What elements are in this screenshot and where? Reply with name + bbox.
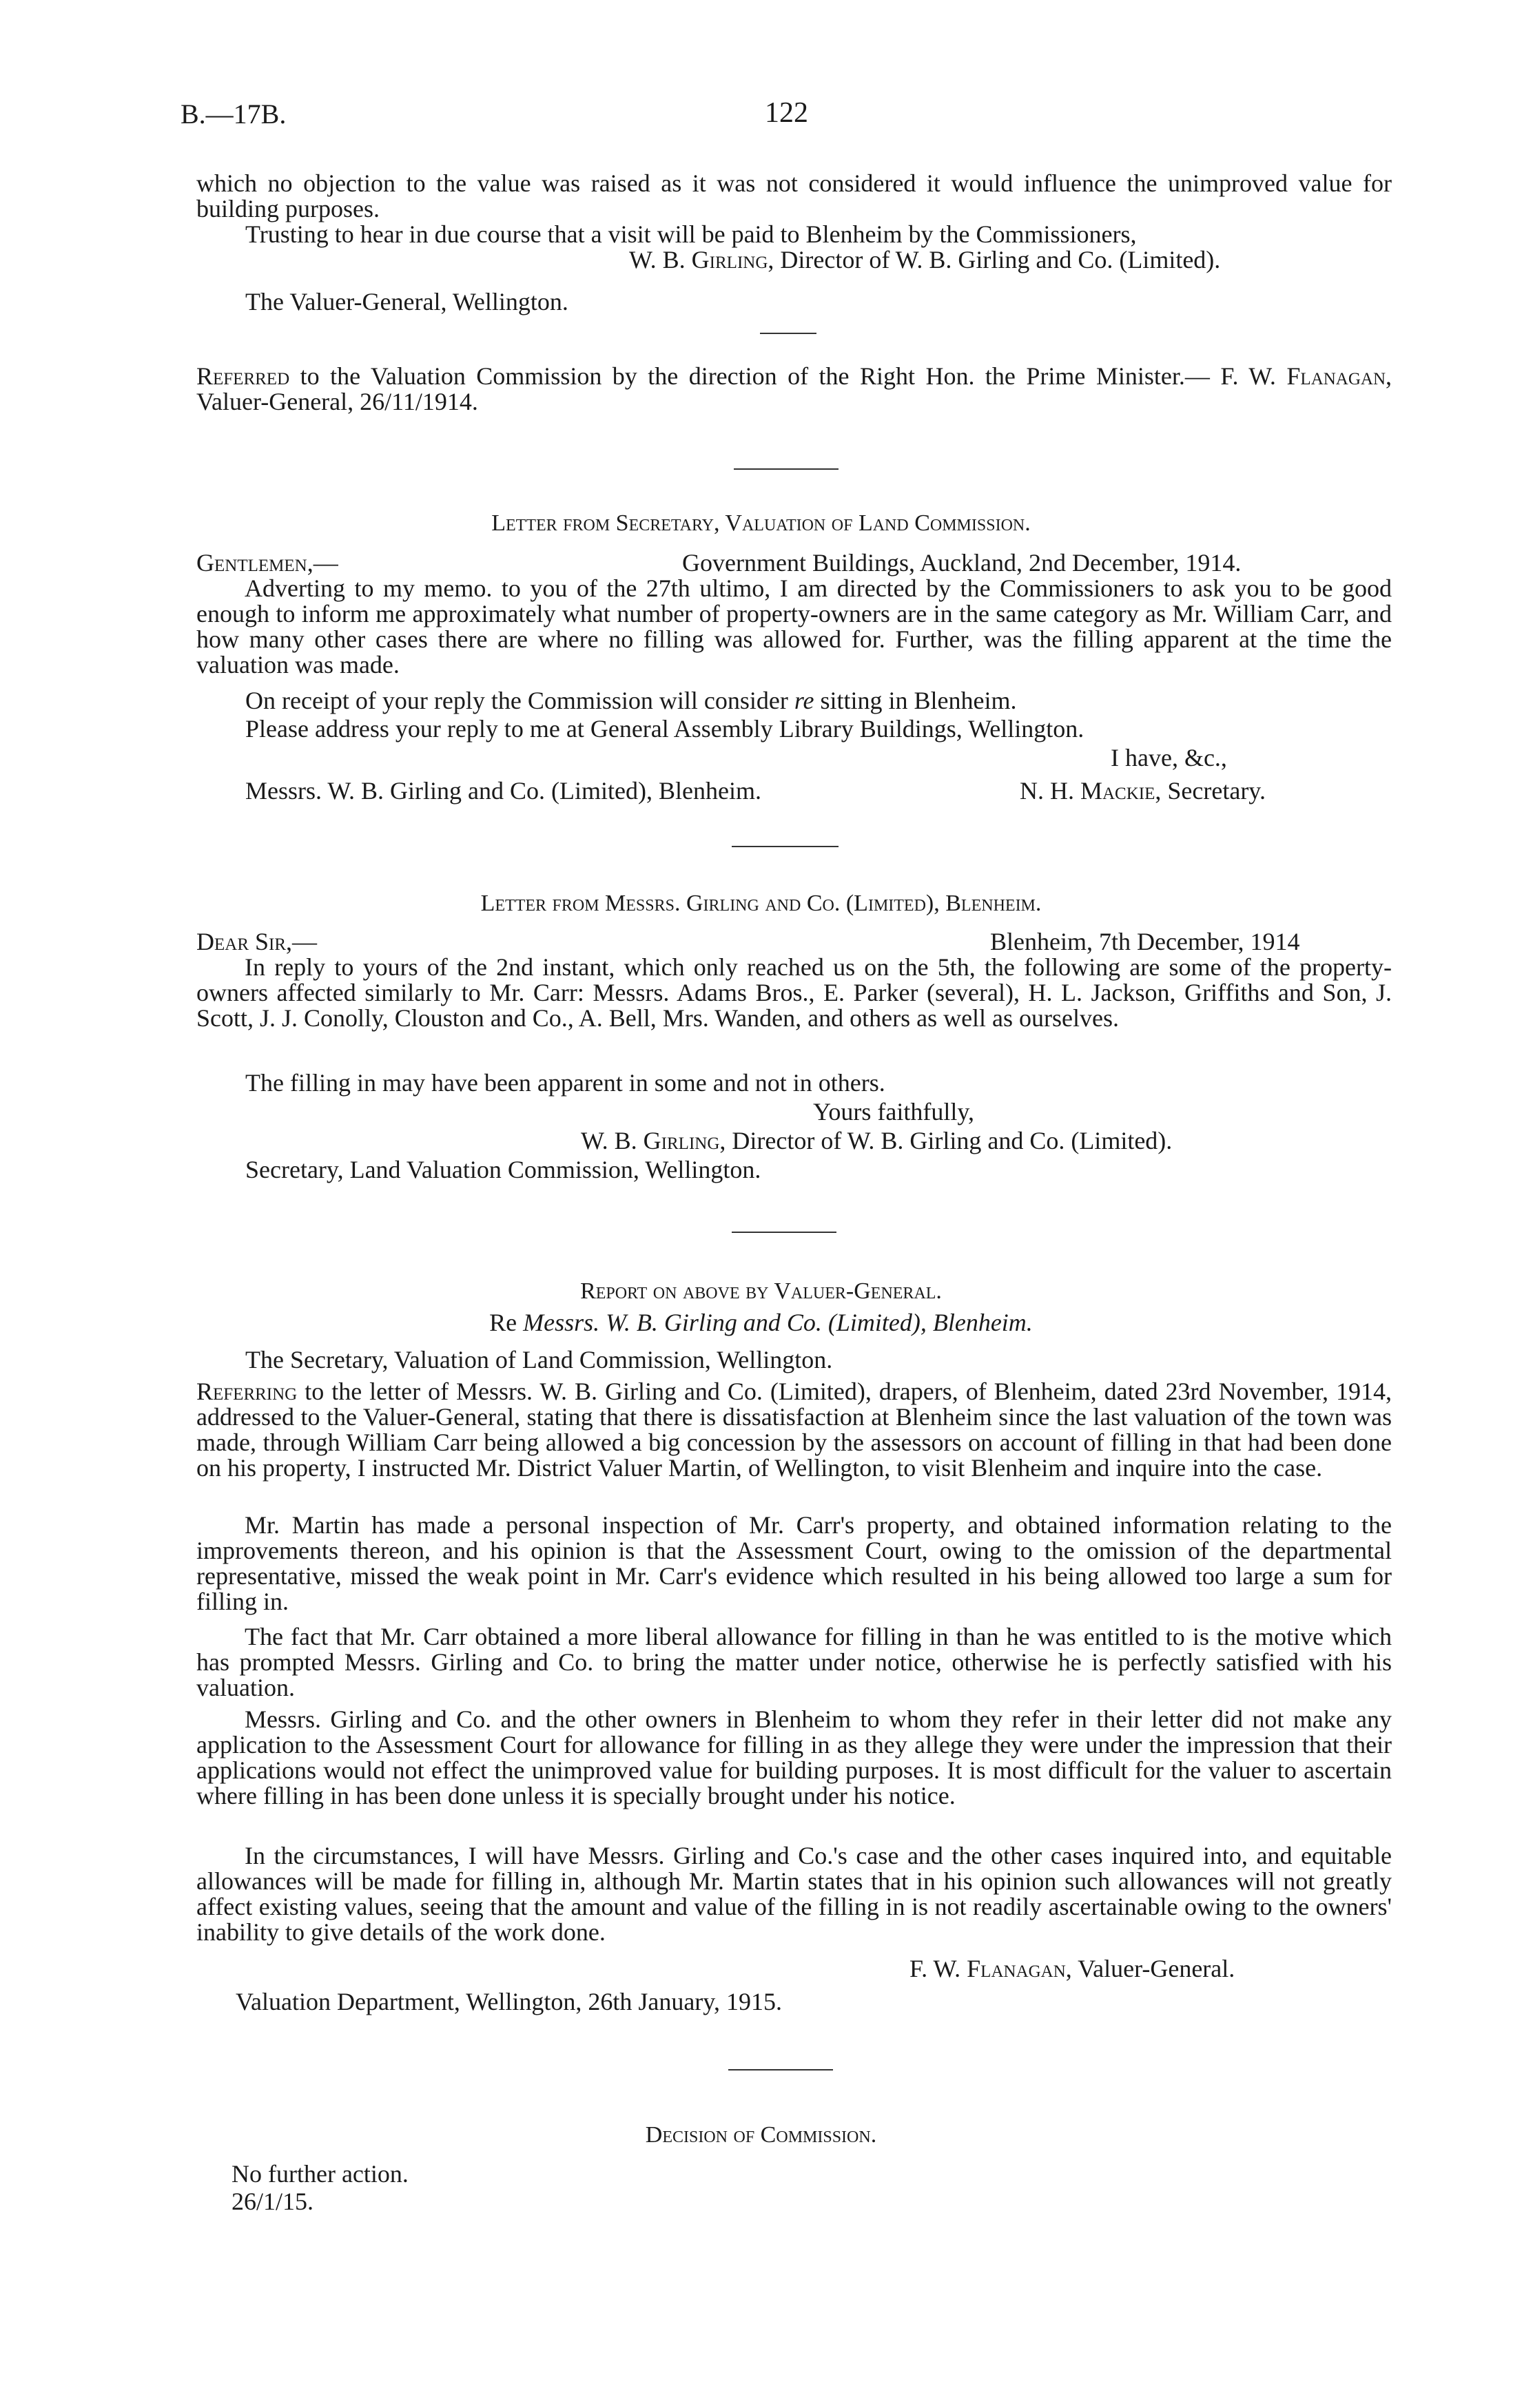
signature-rest: , Valuer-General. <box>1065 1955 1235 1982</box>
decision-date: 26/1/15. <box>232 2188 314 2215</box>
signature-rest: , Secretary. <box>1155 777 1266 805</box>
decision-text: No further action. <box>232 2160 409 2188</box>
divider <box>734 468 839 470</box>
paragraph-lead: Referring <box>196 1378 298 1405</box>
referral-lead: Referred <box>196 362 290 390</box>
valuer-report-paragraph-1 <box>196 1379 1392 1481</box>
secretary-letter-paragraph-1: Adverting to my memo. to you of the 27th ultimo, I am directed by the Commissioners to ask you to be good enough to inform me approximately what number of property-owners are in the same category as Mr. William Carr, and how many other cases there are where no filling was allowed for. Further, was the filling apparent at the time the valuation was made. <box>196 574 1392 678</box>
referral-text <box>196 364 1392 415</box>
girling-letter-text: which no objection to the value was raised as it was not considered it would influence the unimproved value for building purposes. <box>196 169 1392 222</box>
girling-letter-addressee: The Valuer-General, Wellington. <box>245 288 568 315</box>
secretary-letter-address: Government Buildings, Auckland, 2nd December, 1914. <box>682 549 1242 577</box>
latin-re: re <box>794 687 814 714</box>
girling-reply-paragraph-1: In reply to yours of the 2nd instant, which only reached us on the 5th, the following are some of the property-owners affected similarly to Mr. Carr: Messrs. Adams Bros., E. Parker (several), H. L. Jackson, Griffiths and Son, J. Scott, J. J. Conolly, Clouston and Co., A. Bell, Mrs. Wanden, and others as well as ourselves. <box>196 953 1392 1032</box>
signature-rest: , Director of W. B. Girling and Co. (Limited). <box>719 1127 1173 1154</box>
secretary-letter-paragraph-2 <box>245 688 1017 714</box>
paragraph-text: On receipt of your reply the Commission will consider <box>245 687 794 714</box>
girling-letter-trusting: Trusting to hear in due course that a visit will be paid to Blenheim by the Commissioners, <box>245 220 1137 248</box>
re-label: Re <box>489 1309 524 1336</box>
document-reference: B.—17B. <box>181 98 287 129</box>
girling-reply-address: Blenheim, 7th December, 1914 <box>990 928 1300 955</box>
valuer-report-paragraph-5: In the circumstances, I will have Messrs. Girling and Co.'s case and the other cases inquired into, and equitable allowances will be made for filling in, although Mr. Martin states that in his opinion such allowances will not greatly affect existing values, seeing that the amount and value of the filling in is not readily ascertainable owing to the owners' inability to give details of the work done. <box>196 1842 1392 1946</box>
divider <box>728 2069 833 2070</box>
valuer-report-dateline: Valuation Department, Wellington, 26th January, 1915. <box>236 1988 782 2015</box>
valuer-report-addressee: The Secretary, Valuation of Land Commission, Wellington. <box>245 1346 833 1373</box>
valuer-report-signature <box>909 1956 1235 1982</box>
referral-signature-rest: , Valuer-General, 26/11/1914. <box>196 362 1392 415</box>
decision-heading: Decision of Commission. <box>645 2122 877 2148</box>
secretary-letter-recipient: Messrs. W. B. Girling and Co. (Limited), Blenheim. <box>245 777 761 805</box>
girling-reply-addressee: Secretary, Land Valuation Commission, Wellington. <box>245 1156 761 1183</box>
referral-signature-name: F. W. Flanagan <box>1220 362 1386 390</box>
page-number: 122 <box>765 97 808 129</box>
signature-rest: , Director of W. B. Girling and Co. (Limited). <box>768 246 1221 273</box>
secretary-letter-salutation: Gentlemen,— <box>196 549 338 577</box>
girling-reply-paragraph-2: The filling in may have been apparent in some and not in others. <box>245 1069 885 1097</box>
signature-name: W. B. Girling <box>581 1127 720 1154</box>
valuer-report-heading: Report on above by Valuer-General. <box>580 1278 942 1304</box>
secretary-letter-signature <box>1020 778 1266 804</box>
re-subject: Messrs. W. B. Girling and Co. (Limited), Blenheim. <box>523 1309 1033 1336</box>
secretary-letter-heading: Letter from Secretary, Valuation of Land Commission. <box>491 510 1031 536</box>
paragraph-text: to the letter of Messrs. W. B. Girling and Co. (Limited), drapers, of Blenheim, dated 23rd November, 1914, addressed to the Valuer-General, stating that there is dissatisfaction at Blenheim since the last valuation of the town was made, through William Carr being allowed a big concession by the assessors on account of filling in that had been done on his property, I instructed Mr. District Valuer Martin, of Wellington, to visit Blenheim and inquire into the case. <box>196 1378 1392 1482</box>
signature-name: F. W. Flanagan <box>909 1955 1066 1982</box>
secretary-letter-closing: I have, &c., <box>1111 744 1227 771</box>
divider <box>732 846 839 847</box>
divider-short <box>760 333 816 334</box>
referral-body: to the Valuation Commission by the direction of the Right Hon. the Prime Minister.— <box>289 362 1210 390</box>
valuer-report-subject <box>0 1309 1522 1336</box>
girling-reply-salutation: Dear Sir,— <box>196 928 318 955</box>
girling-reply-closing: Yours faithfully, <box>813 1098 975 1125</box>
secretary-letter-paragraph-3: Please address your reply to me at General Assembly Library Buildings, Wellington. <box>245 715 1084 743</box>
valuer-report-paragraph-2: Mr. Martin has made a personal inspection of Mr. Carr's property, and obtained information relating to the improvements thereon, and his opinion is that the Assessment Court, owing to the omission of the departmental representative, missed the weak point in Mr. Carr's evidence which resulted in his being allowed too large a sum for filling in. <box>196 1511 1392 1615</box>
girling-reply-heading: Letter from Messrs. Girling and Co. (Limited), Blenheim. <box>480 891 1042 916</box>
signature-name: W. B. Girling <box>629 246 768 273</box>
paragraph-text: sitting in Blenheim. <box>814 687 1017 714</box>
valuer-report-paragraph-3: The fact that Mr. Carr obtained a more liberal allowance for filling in than he was entitled to is the motive which has prompted Messrs. Girling and Co. to bring the matter under notice, otherwise he is perfectly satisfied with his valuation. <box>196 1623 1392 1701</box>
signature-name: N. H. Mackie <box>1020 777 1155 805</box>
girling-reply-signature <box>581 1128 1172 1154</box>
valuer-report-paragraph-4: Messrs. Girling and Co. and the other owners in Blenheim to whom they refer in their letter did not make any application to the Assessment Court for allowance for filling in as they allege they were under the impression that their applications would not effect the unimproved value for building purposes. It is most difficult for the valuer to ascertain where filling in has been done unless it is specially brought under his notice. <box>196 1705 1392 1809</box>
divider <box>732 1232 836 1233</box>
girling-letter-signature <box>629 247 1220 273</box>
